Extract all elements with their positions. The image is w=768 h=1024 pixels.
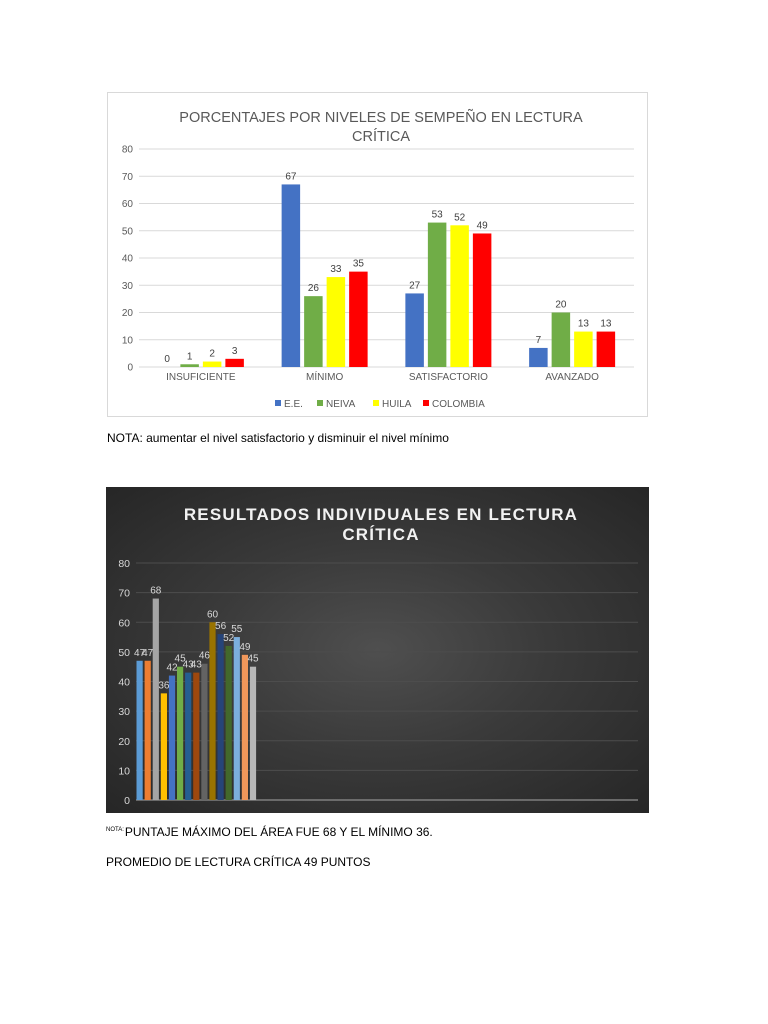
chart2-ytick-label: 0 — [124, 795, 130, 807]
chart2-data-label: 45 — [174, 653, 186, 665]
chart2-data-label: 46 — [198, 650, 210, 662]
chart1-bar — [327, 277, 346, 367]
chart2-data-label: 68 — [150, 585, 162, 597]
chart1-data-label: 33 — [330, 264, 342, 276]
chart2-bar — [177, 667, 183, 800]
chart2-title-line1: RESULTADOS INDIVIDUALES EN LECTURA — [183, 505, 579, 524]
chart1-legend-swatch — [373, 400, 379, 406]
chart1-data-label: 13 — [577, 318, 589, 330]
chart1-legend-swatch — [275, 400, 281, 406]
chart2-ytick-label: 10 — [118, 765, 130, 778]
chart2-bar — [185, 673, 191, 800]
chart1-bar — [450, 225, 469, 367]
chart1-ytick-label: 30 — [121, 280, 133, 292]
chart1-data-label: 13 — [600, 318, 612, 330]
chart1-bar — [473, 233, 492, 367]
chart2-data-label: 55 — [231, 624, 243, 636]
chart1-bar — [529, 348, 548, 367]
chart1-bar — [349, 272, 368, 367]
chart1-title-line2: CRÍTICA — [352, 129, 410, 145]
chart1-ytick-label: 20 — [121, 308, 133, 319]
chart1-data-label: 35 — [352, 258, 364, 270]
chart2-data-label: 42 — [166, 662, 178, 674]
chart2-ytick-label: 80 — [118, 558, 130, 570]
chart1-legend-label: COLOMBIA — [432, 399, 485, 410]
chart1-legend-label: HUILA — [382, 399, 412, 410]
chart2-data-label: 47 — [134, 647, 146, 659]
chart2-ytick-label: 40 — [118, 676, 130, 689]
chart2-data-label: 52 — [223, 632, 235, 644]
chart2-bar — [169, 676, 175, 800]
chart2-bar — [209, 622, 215, 800]
note2-prefix: NOTA: — [106, 827, 124, 833]
chart2-data-label: 56 — [215, 621, 227, 633]
chart2-bar — [226, 646, 232, 800]
chart2-bar — [242, 655, 248, 800]
chart1-data-label: 49 — [476, 220, 488, 232]
chart2-data-label: 45 — [247, 653, 259, 665]
chart2-bar — [234, 637, 240, 800]
chart1-bar — [180, 364, 199, 367]
chart1-category-label: INSUFICIENTE — [166, 372, 236, 383]
chart1-category-label: SATISFACTORIO — [408, 372, 488, 383]
chart2-bar — [145, 661, 151, 800]
chart1-data-label: 52 — [454, 212, 466, 224]
chart1-legend-label: NEIVA — [326, 399, 356, 410]
levels-bar-chart — [107, 92, 648, 417]
note-levels: NOTA: aumentar el nivel satisfactorio y disminuir el nivel mínimo — [107, 431, 449, 445]
chart1-bar — [282, 184, 301, 367]
chart1-data-label: 20 — [555, 299, 567, 311]
chart1-bar — [304, 296, 323, 367]
chart1-category-label: AVANZADO — [545, 372, 599, 383]
chart2-bar — [201, 664, 207, 800]
chart2-data-label: 43 — [182, 659, 194, 671]
chart1-category-label: MÍNIMO — [306, 372, 344, 383]
chart2-data-label: 47 — [142, 647, 154, 659]
chart1-bar — [428, 223, 447, 367]
chart1-data-label: 1 — [186, 351, 193, 363]
individual-chart-svg — [106, 487, 649, 813]
chart1-bar — [574, 332, 593, 367]
chart1-data-label: 26 — [307, 283, 319, 295]
note-max-min — [106, 825, 433, 839]
chart2-bar — [193, 673, 199, 800]
chart2-data-label: 49 — [239, 641, 251, 653]
chart1-bar — [203, 362, 222, 367]
chart2-ytick-label: 60 — [118, 617, 130, 630]
chart2-data-label: 36 — [158, 680, 170, 692]
chart1-ytick-label: 10 — [121, 335, 133, 347]
chart1-ytick-label: 80 — [121, 144, 133, 156]
chart2-ytick-label: 50 — [118, 646, 130, 659]
chart2-bar — [250, 667, 256, 800]
chart1-ytick-label: 70 — [121, 171, 133, 183]
chart1-bar — [552, 313, 571, 368]
chart1-ytick-label: 60 — [121, 199, 133, 210]
chart1-data-label: 53 — [431, 209, 443, 221]
individual-results-chart — [106, 487, 649, 813]
chart1-data-label: 2 — [209, 348, 215, 360]
chart2-title-line2: CRÍTICA — [342, 525, 420, 544]
chart1-legend-label: E.E. — [284, 399, 303, 410]
chart2-bar — [161, 693, 167, 800]
chart1-ytick-label: 50 — [121, 226, 133, 238]
chart1-title-line1: PORCENTAJES POR NIVELES DE SEMPEÑO EN LECTURA — [179, 110, 583, 126]
chart2-data-label: 60 — [206, 609, 219, 621]
chart1-bar — [405, 293, 424, 367]
chart1-legend-swatch — [317, 400, 323, 406]
chart2-ytick-label: 30 — [118, 706, 130, 719]
note-average: PROMEDIO DE LECTURA CRÍTICA 49 PUNTOS — [106, 855, 371, 869]
chart1-ytick-label: 0 — [127, 362, 133, 374]
chart1-data-label: 0 — [164, 354, 170, 365]
chart2-data-label: 43 — [190, 659, 202, 671]
chart1-data-label: 67 — [285, 171, 297, 183]
chart1-legend-swatch — [423, 400, 429, 406]
chart1-bar — [597, 332, 616, 367]
chart1-data-label: 3 — [231, 345, 238, 357]
chart1-data-label: 27 — [409, 280, 421, 292]
chart2-bar — [153, 599, 159, 800]
chart2-bar — [218, 634, 224, 800]
chart1-bar — [225, 359, 244, 367]
chart1-data-label: 7 — [535, 334, 542, 346]
chart2-ytick-label: 20 — [118, 735, 130, 748]
chart2-bar — [137, 661, 143, 800]
note2-text: PUNTAJE MÁXIMO DEL ÁREA FUE 68 Y EL MÍNIMO 36. — [124, 825, 433, 839]
chart1-ytick-label: 40 — [121, 253, 133, 265]
levels-chart-svg — [108, 93, 647, 416]
chart2-ytick-label: 70 — [118, 587, 130, 600]
